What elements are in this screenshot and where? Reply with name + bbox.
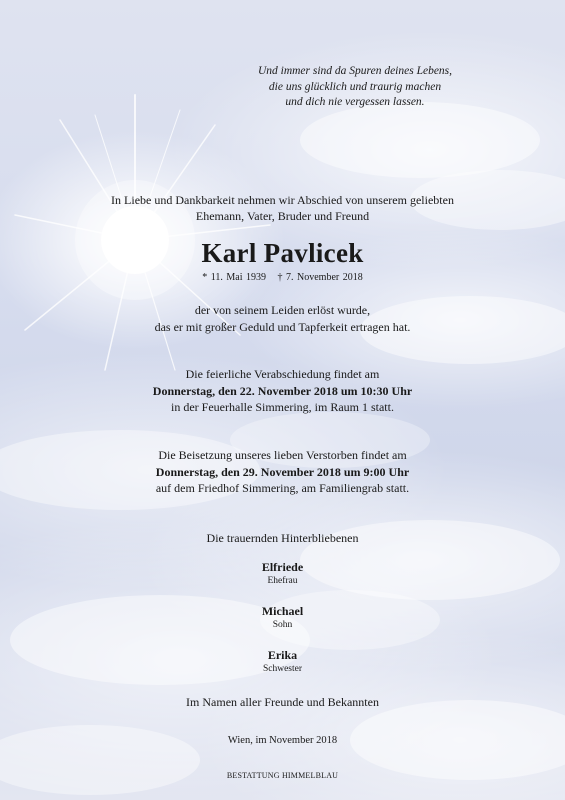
mourner-name: Erika [267, 648, 298, 662]
farewell-notice [0, 366, 565, 416]
mourners-title: Die trauernden Hinterbliebenen [206, 531, 359, 545]
farewell-datetime: Donnerstag, den 22. November 2018 um 10:30 Uhr [152, 383, 413, 398]
mourner-role: Sohn [272, 620, 293, 630]
mourner-entry [0, 560, 565, 588]
burial-line: Die Beisetzung unseres lieben Verstorben findet am [158, 448, 407, 462]
intro-text [0, 193, 565, 224]
mourner-role: Schwester [262, 664, 303, 674]
mourner-entry [0, 604, 565, 632]
passing-text [0, 302, 565, 335]
burial-notice [0, 447, 565, 497]
death-date: † 7. November 2018 [277, 272, 363, 283]
mourner-role: Ehefrau [267, 576, 298, 586]
farewell-location: in der Feuerhalle Simmering, im Raum 1 statt. [171, 400, 394, 414]
farewell-line: Die feierliche Verabschiedung findet am [185, 367, 380, 381]
passing-line: der von seinem Leiden erlöst wurde, [194, 303, 371, 317]
motto-verse [250, 64, 460, 111]
mourner-name: Michael [261, 604, 304, 618]
undertaker-name: BESTATTUNG HIMMELBLAU [226, 771, 339, 780]
friends-line: Im Namen aller Freunde und Bekannten [186, 695, 379, 709]
life-dates [0, 271, 565, 285]
intro-line: In Liebe und Dankbarkeit nehmen wir Abschied von unserem geliebten [111, 193, 454, 207]
motto-line: die uns glücklich und traurig machen [268, 80, 442, 93]
mourner-entry [0, 648, 565, 676]
motto-line: und dich nie vergessen lassen. [285, 96, 425, 108]
burial-datetime: Donnerstag, den 29. November 2018 um 9:00 Uhr [155, 464, 410, 479]
deceased-name: Karl Pavlicek [201, 238, 364, 268]
place-date: Wien, im November 2018 [227, 735, 338, 746]
motto-line: Und immer sind da Spuren deines Lebens, [257, 65, 453, 77]
birth-date: * 11. Mai 1939 [202, 272, 267, 283]
intro-line: Ehemann, Vater, Bruder und Freund [195, 208, 370, 223]
burial-location: auf dem Friedhof Simmering, am Familiengrab statt. [155, 481, 410, 495]
passing-line: das er mit großer Geduld und Tapferkeit ertragen hat. [154, 319, 411, 334]
mourner-name: Elfriede [261, 560, 304, 574]
